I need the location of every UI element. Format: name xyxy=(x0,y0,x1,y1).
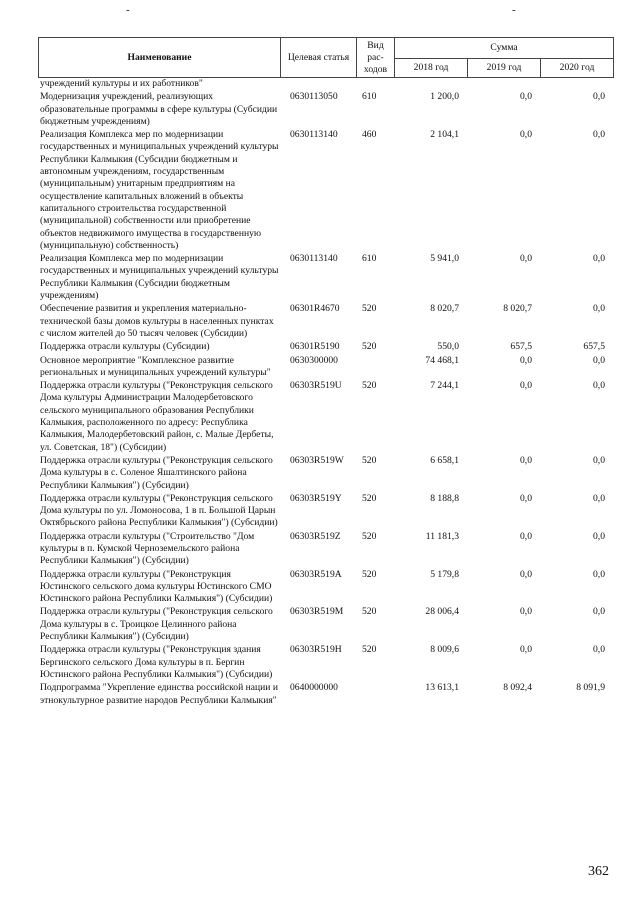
table-row xyxy=(38,569,613,607)
cell-y2018: 550,0 xyxy=(437,341,459,353)
cell-name: Поддержка отрасли культуры ("Реконструкция сельского Дома культуры по ул. Ломоносова, 1 в п. Большой Царын Октябрьского района Республики Калмыкия") (Субсидии) xyxy=(40,492,278,529)
cell-y2018: 74 468,1 xyxy=(425,354,459,366)
cell-vid: 520 xyxy=(362,454,377,466)
cell-name: Поддержка отрасли культуры ("Реконструкция сельского Дома культуры Администрации Малодербетовского сельского муниципального образования Республики Калмыкия, расположенного по адресу: Республика Калмыкия, Малодербетовский район, с. Малые Дербеты, ул. Советская, 18") (Субсидии) xyxy=(40,380,274,453)
cell-vid: 520 xyxy=(362,492,377,504)
cell-name: Поддержка отрасли культуры ("Реконструкция сельского Дома культуры в с. Соленое Яшалтинского района Республики Калмыкия") (Субсидии) xyxy=(40,454,273,491)
cell-y2020: 0,0 xyxy=(593,91,605,103)
cell-name: Модернизация учреждений, реализующих образовательные программы в сфере культуры (Субсидии бюджетным учреждениям) xyxy=(40,91,278,127)
cell-y2019: 8 020,7 xyxy=(503,303,532,315)
cell-y2020: 0,0 xyxy=(593,644,605,656)
table-row xyxy=(38,303,613,341)
table-row xyxy=(38,682,613,708)
cell-name: Реализация Комплекса мер по модернизации государственных и муниципальных учреждений культуры Республики Калмыкия (Субсидии бюджетным учреждениям) xyxy=(40,253,279,302)
cell-vid: 520 xyxy=(362,341,377,353)
budget-table-body xyxy=(38,78,613,708)
cell-y2020: 0,0 xyxy=(593,354,605,366)
cell-code: 06303R519H xyxy=(290,644,342,656)
cell-y2018: 5 179,8 xyxy=(430,568,459,580)
table-row xyxy=(38,644,613,682)
cell-name: учреждений культуры и их работников" xyxy=(40,78,203,89)
cell-y2020 xyxy=(540,78,613,91)
cell-y2018: 8 020,7 xyxy=(430,303,459,315)
cell-code: 06303R519U xyxy=(290,380,342,392)
cell-code: 0630113140 xyxy=(290,129,338,141)
cell-y2018: 11 181,3 xyxy=(425,530,459,542)
cell-y2018: 1 200,0 xyxy=(430,91,459,103)
table-row xyxy=(38,78,613,91)
cell-vid: 520 xyxy=(362,644,377,656)
cell-code: 06303R519M xyxy=(290,606,344,618)
cell-y2018: 13 613,1 xyxy=(425,682,459,694)
top-mark-left: - xyxy=(126,4,130,16)
table-row xyxy=(38,380,613,455)
cell-vid: 610 xyxy=(362,91,377,103)
cell-vid: 520 xyxy=(362,606,377,618)
cell-y2019: 0,0 xyxy=(520,354,532,366)
header-year-2020: 2020 год xyxy=(541,59,614,78)
cell-vid: 520 xyxy=(362,568,377,580)
cell-name: Реализация Комплекса мер по модернизации государственных и муниципальных учреждений культуры Республики Калмыкия (Субсидии бюджетным и автономным учреждениям, государственным (муниципальным) унитарным предприятиям на осуществление капитальных вложений в объекты капитального строительства государственной (муниципальной) собственности или приобретение объектов недвижимого имущества в государственную (муниципальную) собственность) xyxy=(40,129,279,251)
cell-code: 06301R4670 xyxy=(290,303,340,315)
header-year-2018: 2018 год xyxy=(395,59,468,78)
header-target: Целевая статья xyxy=(281,38,357,78)
cell-y2019: 8 092,4 xyxy=(503,682,532,694)
cell-code: 06301R5190 xyxy=(290,341,340,353)
cell-y2020: 0,0 xyxy=(593,380,605,392)
cell-y2020: 0,0 xyxy=(593,568,605,580)
cell-y2019: 0,0 xyxy=(520,253,532,265)
cell-vid: 520 xyxy=(362,380,377,392)
cell-code: 06303R519Z xyxy=(290,530,341,542)
cell-code: 06303R519A xyxy=(290,568,342,580)
table-row xyxy=(38,493,613,531)
cell-code: 0630300000 xyxy=(290,354,338,366)
cell-y2019: 0,0 xyxy=(520,91,532,103)
cell-y2019: 0,0 xyxy=(520,492,532,504)
top-mark-right: - xyxy=(512,4,516,16)
cell-y2020: 657,5 xyxy=(583,341,605,353)
cell-y2019: 0,0 xyxy=(520,606,532,618)
header-sum: Сумма xyxy=(395,38,614,59)
cell-y2019: 0,0 xyxy=(520,129,532,141)
cell-y2020: 0,0 xyxy=(593,492,605,504)
cell-y2018: 2 104,1 xyxy=(430,129,459,141)
cell-code xyxy=(280,78,356,91)
cell-y2020: 0,0 xyxy=(593,606,605,618)
page-number: 362 xyxy=(588,864,609,879)
cell-vid: 610 xyxy=(362,253,377,265)
header-year-2019: 2019 год xyxy=(468,59,541,78)
table-row xyxy=(38,341,613,354)
table-row xyxy=(38,455,613,493)
cell-vid: 460 xyxy=(362,129,377,141)
cell-y2019: 0,0 xyxy=(520,530,532,542)
table-row xyxy=(38,606,613,644)
table-row xyxy=(38,129,613,253)
cell-y2018: 5 941,0 xyxy=(430,253,459,265)
cell-name: Поддержка отрасли культуры (Субсидии) xyxy=(40,341,210,353)
cell-y2020: 0,0 xyxy=(593,303,605,315)
cell-y2019: 0,0 xyxy=(520,380,532,392)
cell-name: Поддержка отрасли культуры ("Реконструкция здания Бергинского сельского Дома культуры в п. Бергин Юстинского района Республики Калмыкия") (Субсидии) xyxy=(40,644,273,680)
cell-code: 0640000000 xyxy=(290,682,338,694)
table-header xyxy=(38,37,614,78)
budget-table xyxy=(38,78,613,708)
cell-y2020: 0,0 xyxy=(593,129,605,141)
cell-vid xyxy=(356,682,394,708)
cell-y2018: 6 658,1 xyxy=(430,454,459,466)
cell-y2018 xyxy=(394,78,467,91)
cell-y2019: 657,5 xyxy=(510,341,532,353)
cell-vid: 520 xyxy=(362,530,377,542)
table-row xyxy=(38,355,613,381)
cell-y2020: 0,0 xyxy=(593,530,605,542)
cell-y2018: 7 244,1 xyxy=(430,380,459,392)
cell-y2019 xyxy=(467,78,540,91)
cell-y2020: 0,0 xyxy=(593,454,605,466)
header-name: Наименование xyxy=(39,38,281,78)
cell-y2020: 8 091,9 xyxy=(576,682,605,694)
cell-y2018: 8 009,6 xyxy=(430,644,459,656)
cell-y2018: 8 188,8 xyxy=(430,492,459,504)
table-row xyxy=(38,91,613,129)
cell-y2019: 0,0 xyxy=(520,568,532,580)
cell-code: 0630113140 xyxy=(290,253,338,265)
cell-vid: 520 xyxy=(362,303,377,315)
header-vid: Вид рас-ходов xyxy=(357,38,395,78)
cell-y2019: 0,0 xyxy=(520,644,532,656)
cell-code: 0630113050 xyxy=(290,91,338,103)
table-row xyxy=(38,253,613,303)
cell-name: Обеспечение развития и укрепления материально-технической базы домов культуры в населенных пунктах с числом жителей до 50 тысяч человек (Субсидии) xyxy=(40,303,274,339)
cell-code: 06303R519W xyxy=(290,454,344,466)
table-row xyxy=(38,531,613,569)
cell-y2020: 0,0 xyxy=(593,253,605,265)
cell-y2018: 28 006,4 xyxy=(425,606,459,618)
cell-name: Поддержка отрасли культуры ("Реконструкция сельского Дома культуры в с. Троицкое Целинного района Республики Калмыкия") (Субсидии) xyxy=(40,606,273,643)
cell-code: 06303R519Y xyxy=(290,492,342,504)
cell-name: Подпрограмма "Укрепление единства российской нации и этнокультурное развитие народов Республики Калмыкия" xyxy=(40,682,278,706)
cell-name: Основное мероприятие "Комплексное развитие региональных и муниципальных учреждений культуры" xyxy=(40,354,271,378)
cell-vid xyxy=(356,355,394,381)
cell-y2019: 0,0 xyxy=(520,454,532,466)
cell-name: Поддержка отрасли культуры ("Строительство "Дом культуры в п. Кумской Черноземельского района Республики Калмыкия") (Субсидии) xyxy=(40,530,255,567)
cell-name: Поддержка отрасли культуры ("Реконструкция Юстинского сельского дома культуры Юстинского СМО Юстинского района Республики Калмыкия") (Субсидии) xyxy=(40,568,273,605)
cell-vid xyxy=(356,78,394,91)
